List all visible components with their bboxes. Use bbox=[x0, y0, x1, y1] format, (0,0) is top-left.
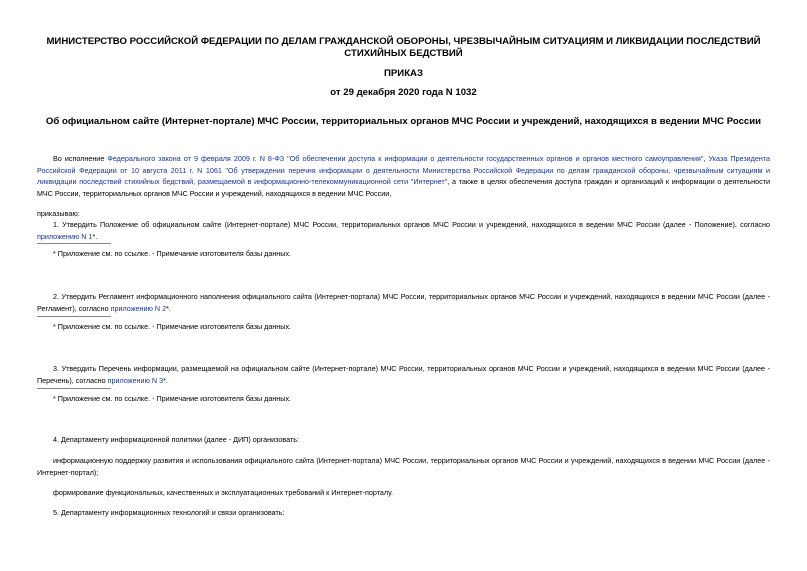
item-4-subitem-a: информационную поддержку развития и использования официального сайта (Интернет-портала) МЧС России, территориальных органов МЧС России и учреждений, находящихся в ведении МЧС России (далее - Интернет-портал); bbox=[37, 456, 770, 477]
footnote-3: * Приложение см. по ссылке. - Примечание изготовителя базы данных. bbox=[53, 394, 292, 403]
item-4-paragraph: 4. Департаменту информационной политики (далее - ДИП) организовать: bbox=[53, 435, 299, 444]
item-1-text: 1. Утвердить Положение об официальном сайте (Интернет-портале) МЧС России, территориальных органов МЧС России и учреждений, находящихся в ведении МЧС России (далее - Положение), согласно bbox=[53, 220, 770, 229]
intro-text-3: , а также в целях обеспечения доступа граждан и организаций к информации о деятельности МЧС России, территориальных органов МЧС России и учреждений, находящихся в ведении МЧС России, bbox=[37, 177, 770, 198]
presidential-decree-link[interactable]: Указа Президента Российской Федерации от 10 августа 2011 г. N 1061 "Об утверждении перечня информации о деятельности Министерства Российской Федерации по делам гражданской обороны, чрезвычайным ситуациям и ликвидации последствий стихийных бедствий, размещаемой в информационно-телекоммуникационной сети "Интернет" bbox=[37, 154, 770, 186]
order-word: приказываю: bbox=[37, 209, 80, 218]
item-5-paragraph: 5. Департаменту информационных технологий и связи организовать: bbox=[53, 508, 285, 517]
item-3-text: 3. Утвердить Перечень информации, размещаемой на официальном сайте (Интернет-портале) МЧС России, территориальных органов МЧС России и учреждений, находящихся в ведении МЧС России (далее - Перечень), согласно bbox=[37, 364, 770, 385]
footnote-2: * Приложение см. по ссылке. - Примечание изготовителя базы данных. bbox=[53, 322, 292, 331]
footnote-divider bbox=[37, 388, 111, 389]
document-title: Об официальном сайте (Интернет-портале) МЧС России, территориальных органов МЧС России и учреждений, находящихся в ведении МЧС России bbox=[45, 116, 762, 127]
intro-text-1: Во исполнение bbox=[53, 154, 108, 163]
item-4-subitem-b: формирование функциональных, качественных и эксплуатационных требований к Интернет-порталу. bbox=[53, 488, 393, 497]
item-1-end: *. bbox=[92, 231, 98, 241]
item-2-end: *. bbox=[166, 303, 171, 313]
doc-type-heading: ПРИКАЗ bbox=[384, 68, 423, 79]
appendix-3-link[interactable]: приложению N 3 bbox=[107, 375, 164, 385]
federal-law-link[interactable]: Федерального закона от 9 февраля 2009 г. N 8-ФЗ "Об обеспечении доступа к информации о деятельности государственных органов и органов местного самоуправления" bbox=[107, 154, 704, 163]
appendix-1-link[interactable]: приложению N 1 bbox=[37, 231, 93, 241]
item-2-text: 2. Утвердить Регламент информационного наполнения официального сайта (Интернет-портала) МЧС России, территориальных органов МЧС России и учреждений, находящихся в ведении МЧС России (далее - Регламент), согласно bbox=[37, 292, 770, 313]
item-3-end: *. bbox=[163, 375, 168, 385]
item-2-paragraph bbox=[37, 291, 770, 314]
intro-paragraph bbox=[37, 153, 770, 199]
ministry-heading: МИНИСТЕРСТВО РОССИЙСКОЙ ФЕДЕРАЦИИ ПО ДЕЛАМ ГРАЖДАНСКОЙ ОБОРОНЫ, ЧРЕЗВЫЧАЙНЫМ СИТУАЦИЯМ И ЛИКВИДАЦИИ ПОСЛЕДСТВИЙ СТИХИЙНЫХ БЕДСТВИЙ bbox=[46, 36, 761, 59]
appendix-2-link[interactable]: приложению N 2 bbox=[110, 303, 167, 313]
footnote-1: * Приложение см. по ссылке. - Примечание изготовителя базы данных. bbox=[53, 249, 292, 258]
footnote-divider bbox=[37, 243, 111, 244]
date-number-heading: от 29 декабря 2020 года N 1032 bbox=[330, 87, 477, 98]
intro-text-2: , bbox=[703, 154, 709, 163]
item-3-paragraph bbox=[37, 363, 770, 386]
item-1-paragraph bbox=[37, 219, 770, 242]
footnote-divider bbox=[37, 316, 111, 317]
